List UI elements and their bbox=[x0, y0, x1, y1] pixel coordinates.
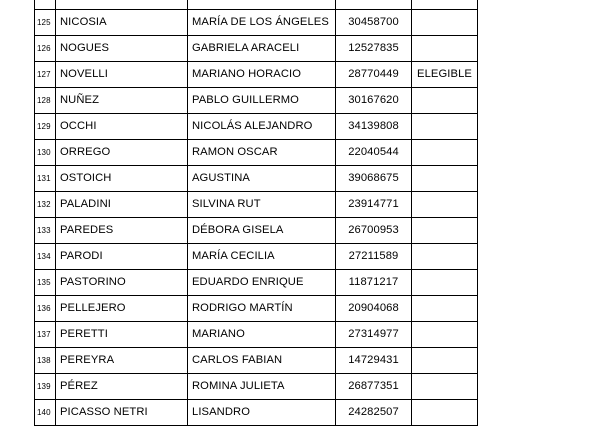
status-cell bbox=[412, 36, 478, 62]
row-number-cell: 136 bbox=[35, 296, 56, 322]
document-number-cell: 28770449 bbox=[336, 62, 412, 88]
status-cell bbox=[412, 166, 478, 192]
row-number-cell: 129 bbox=[35, 114, 56, 140]
table-row bbox=[35, 114, 478, 140]
document-number-cell: 34139808 bbox=[336, 114, 412, 140]
row-number-cell: 128 bbox=[35, 88, 56, 114]
last-name-cell: PALADINI bbox=[56, 192, 188, 218]
last-name-cell bbox=[56, 0, 188, 10]
last-name-cell: PÉREZ bbox=[56, 374, 188, 400]
status-cell: ELEGIBLE bbox=[412, 62, 478, 88]
table-row bbox=[35, 244, 478, 270]
table-row bbox=[35, 10, 478, 36]
row-number-cell: 133 bbox=[35, 218, 56, 244]
first-name-cell bbox=[188, 0, 336, 10]
table-row bbox=[35, 140, 478, 166]
status-cell bbox=[412, 10, 478, 36]
first-name-cell: EDUARDO ENRIQUE bbox=[188, 270, 336, 296]
table-row bbox=[35, 166, 478, 192]
last-name-cell: PEREYRA bbox=[56, 348, 188, 374]
table-row bbox=[35, 36, 478, 62]
status-cell bbox=[412, 0, 478, 10]
first-name-cell: MARIANO HORACIO bbox=[188, 62, 336, 88]
document-number-cell: 14729431 bbox=[336, 348, 412, 374]
table-row bbox=[35, 322, 478, 348]
row-number-cell: 127 bbox=[35, 62, 56, 88]
status-cell bbox=[412, 374, 478, 400]
last-name-cell: PICASSO NETRI bbox=[56, 400, 188, 426]
first-name-cell: RODRIGO MARTÍN bbox=[188, 296, 336, 322]
document-number-cell: 11871217 bbox=[336, 270, 412, 296]
last-name-cell: PAREDES bbox=[56, 218, 188, 244]
row-number-cell: 140 bbox=[35, 400, 56, 426]
status-cell bbox=[412, 140, 478, 166]
last-name-cell: NOGUES bbox=[56, 36, 188, 62]
last-name-cell: NICOSIA bbox=[56, 10, 188, 36]
first-name-cell: SILVINA RUT bbox=[188, 192, 336, 218]
first-name-cell: AGUSTINA bbox=[188, 166, 336, 192]
status-cell bbox=[412, 400, 478, 426]
status-cell bbox=[412, 218, 478, 244]
document-number-cell: 22040544 bbox=[336, 140, 412, 166]
status-cell bbox=[412, 348, 478, 374]
first-name-cell: CARLOS FABIAN bbox=[188, 348, 336, 374]
row-number-cell: 137 bbox=[35, 322, 56, 348]
table-row bbox=[35, 400, 478, 426]
last-name-cell: NOVELLI bbox=[56, 62, 188, 88]
table-row bbox=[35, 374, 478, 400]
table-row bbox=[35, 192, 478, 218]
last-name-cell: OCCHI bbox=[56, 114, 188, 140]
last-name-cell: NUÑEZ bbox=[56, 88, 188, 114]
row-number-cell: 135 bbox=[35, 270, 56, 296]
table-row bbox=[35, 270, 478, 296]
document-number-cell: 39068675 bbox=[336, 166, 412, 192]
row-number-cell: 139 bbox=[35, 374, 56, 400]
row-number-cell: 132 bbox=[35, 192, 56, 218]
row-number-cell: 126 bbox=[35, 36, 56, 62]
first-name-cell: LISANDRO bbox=[188, 400, 336, 426]
last-name-cell: PERETTI bbox=[56, 322, 188, 348]
status-cell bbox=[412, 296, 478, 322]
document-number-cell: 30458700 bbox=[336, 10, 412, 36]
first-name-cell: NICOLÁS ALEJANDRO bbox=[188, 114, 336, 140]
row-number-cell: 131 bbox=[35, 166, 56, 192]
roster-table bbox=[34, 0, 478, 426]
first-name-cell: MARÍA DE LOS ÁNGELES bbox=[188, 10, 336, 36]
row-number-cell bbox=[35, 0, 56, 10]
document-number-cell bbox=[336, 0, 412, 10]
first-name-cell: MARIANO bbox=[188, 322, 336, 348]
row-number-cell: 138 bbox=[35, 348, 56, 374]
document-number-cell: 23914771 bbox=[336, 192, 412, 218]
table-row bbox=[35, 348, 478, 374]
first-name-cell: RAMON OSCAR bbox=[188, 140, 336, 166]
row-number-cell: 134 bbox=[35, 244, 56, 270]
document-number-cell: 12527835 bbox=[336, 36, 412, 62]
row-number-cell: 125 bbox=[35, 10, 56, 36]
last-name-cell: PARODI bbox=[56, 244, 188, 270]
last-name-cell: PELLEJERO bbox=[56, 296, 188, 322]
last-name-cell: ORREGO bbox=[56, 140, 188, 166]
table-row bbox=[35, 0, 478, 10]
first-name-cell: DÉBORA GISELA bbox=[188, 218, 336, 244]
status-cell bbox=[412, 114, 478, 140]
last-name-cell: PASTORINO bbox=[56, 270, 188, 296]
document-number-cell: 24282507 bbox=[336, 400, 412, 426]
document-number-cell: 27314977 bbox=[336, 322, 412, 348]
first-name-cell: ROMINA JULIETA bbox=[188, 374, 336, 400]
status-cell bbox=[412, 244, 478, 270]
document-number-cell: 27211589 bbox=[336, 244, 412, 270]
row-number-cell: 130 bbox=[35, 140, 56, 166]
document-number-cell: 20904068 bbox=[336, 296, 412, 322]
status-cell bbox=[412, 88, 478, 114]
first-name-cell: PABLO GUILLERMO bbox=[188, 88, 336, 114]
first-name-cell: MARÍA CECILIA bbox=[188, 244, 336, 270]
table-row bbox=[35, 218, 478, 244]
document-number-cell: 30167620 bbox=[336, 88, 412, 114]
status-cell bbox=[412, 270, 478, 296]
roster-table-body bbox=[35, 0, 478, 426]
table-row bbox=[35, 296, 478, 322]
status-cell bbox=[412, 322, 478, 348]
last-name-cell: OSTOICH bbox=[56, 166, 188, 192]
table-row bbox=[35, 88, 478, 114]
status-cell bbox=[412, 192, 478, 218]
document-number-cell: 26700953 bbox=[336, 218, 412, 244]
table-row bbox=[35, 62, 478, 88]
document-number-cell: 26877351 bbox=[336, 374, 412, 400]
first-name-cell: GABRIELA ARACELI bbox=[188, 36, 336, 62]
